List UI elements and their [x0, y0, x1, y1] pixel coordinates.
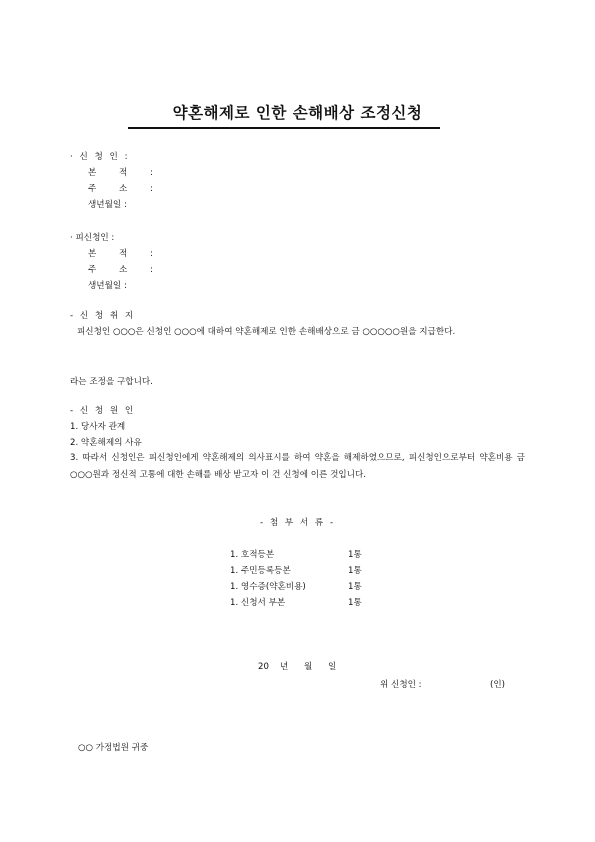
attachments-heading: - 첨 부 서 류 -: [260, 518, 336, 528]
attachment-count: 1통: [348, 598, 362, 608]
reason-item: 2. 약혼해제의 사유: [70, 438, 142, 448]
attachment-name: 1. 신청서 부본: [230, 598, 286, 608]
date-year-unit: 년: [280, 662, 289, 672]
purpose-body: [70, 324, 525, 341]
respondent-domicile-label: 본 적 :: [88, 249, 163, 259]
purpose-heading: - 신 청 취 지: [70, 311, 136, 321]
attachment-count: 1통: [348, 582, 362, 592]
date-month-unit: 월: [304, 662, 313, 672]
attachment-name: 1. 영수증(약혼비용): [230, 582, 306, 592]
applicant-domicile-label: 본 적 :: [88, 168, 163, 178]
attachment-count: 1통: [348, 550, 362, 560]
purpose-body-text: 피신청인 ○○○은 신청인 ○○○에 대하여 약혼해제로 인한 손해배상으로 금 ○○○○○원을 지급한다.: [77, 327, 456, 337]
reasons-heading: - 신 청 원 인: [70, 406, 136, 416]
attachment-name: 1. 호적등본: [230, 550, 275, 560]
respondent-address-label: 주 소 :: [88, 265, 163, 275]
title-underline: [128, 127, 440, 129]
attachment-count: 1통: [348, 566, 362, 576]
reason-item: 1. 당사자 관계: [70, 422, 126, 432]
document-title: 약혼해제로 인한 손해배상 조정신청: [172, 104, 423, 122]
court-addressee: ○○ 가정법원 귀중: [78, 743, 149, 753]
date-day-unit: 일: [328, 662, 337, 672]
applicant-birth-label: 생년월일 :: [88, 200, 127, 210]
respondent-birth-label: 생년월일 :: [88, 281, 127, 291]
attachment-name: 1. 주민등록등본: [230, 566, 291, 576]
applicant-heading: · 신 청 인 :: [70, 152, 130, 162]
reason-item: 3. 따라서 신청인은 피신청인에게 약혼해제의 의사표시를 하여 약혼을 해제하였으므로, 피신청인으로부터 약혼비용 금 ○○○원과 정신적 고통에 대한 손해를 배상 받고자 이 건 신청에 이른 것입니다.: [70, 453, 525, 480]
purpose-closing: 라는 조정을 구합니다.: [70, 377, 153, 387]
date-year: 20: [258, 662, 269, 672]
signature-seal: (인): [490, 680, 506, 690]
applicant-address-label: 주 소 :: [88, 184, 163, 194]
signature-label: 위 신청인 :: [380, 680, 422, 690]
respondent-heading: · 피신청인 :: [70, 233, 115, 243]
